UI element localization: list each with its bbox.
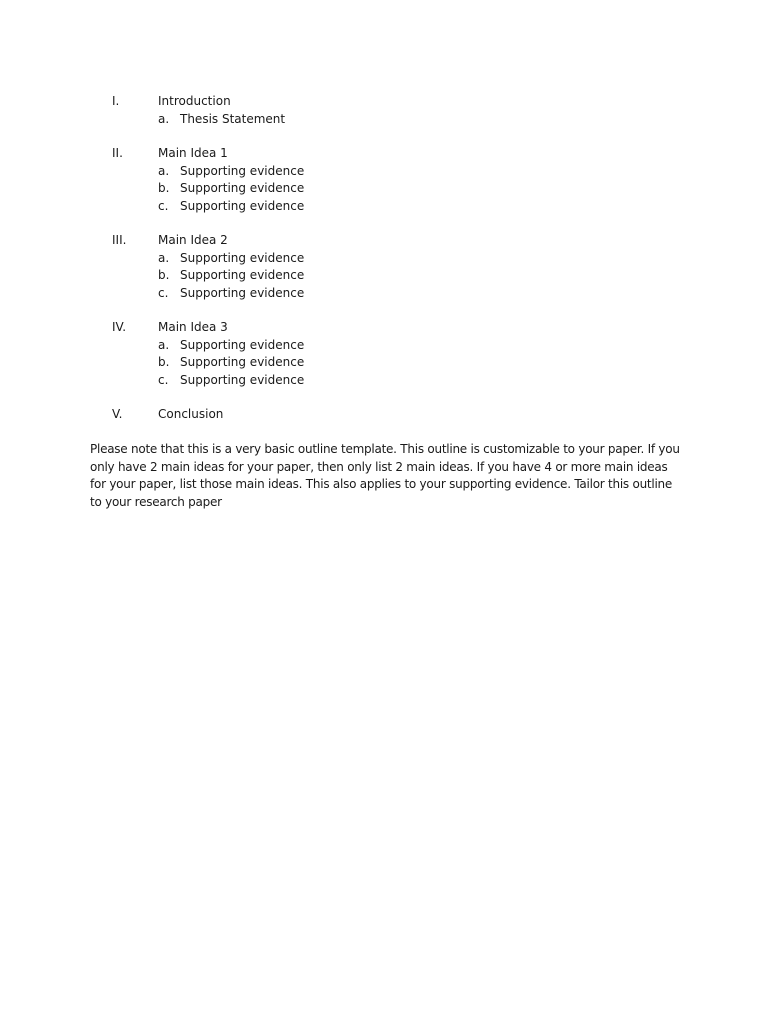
main-item-title: Conclusion (158, 407, 224, 421)
roman-numeral: III. (112, 233, 127, 247)
sub-item-text: Supporting evidence (180, 337, 305, 352)
sub-item-letter: a. (158, 111, 170, 126)
sub-item-letter: a. (158, 163, 170, 178)
roman-numeral: II. (112, 146, 123, 160)
outline-sub-item (112, 250, 672, 268)
outline-section-conclusion (112, 406, 672, 424)
outline-section-introduction (112, 93, 672, 128)
sub-item-text: Supporting evidence (180, 198, 305, 213)
sub-item-letter: c. (158, 285, 169, 300)
outline-sub-item (112, 180, 672, 198)
outline-sub-item (112, 285, 672, 303)
roman-numeral: IV. (112, 320, 127, 334)
outline-main-item (112, 319, 672, 337)
sub-item-letter: c. (158, 198, 169, 213)
template-note-paragraph: Please note that this is a very basic outline template. This outline is customizable to your paper. If you only have 2 main ideas for your paper, then only list 2 main ideas. If you have 4 or more main ideas for your paper, list those main ideas. This also applies to your supporting evidence. Tailor this outline to your research paper (90, 442, 680, 509)
main-item-title: Main Idea 1 (158, 146, 228, 160)
main-item-title: Main Idea 3 (158, 320, 228, 334)
main-item-title: Introduction (158, 94, 231, 108)
sub-item-letter: b. (158, 268, 170, 282)
outline-sub-item (112, 163, 672, 181)
outline-main-item (112, 232, 672, 250)
outline-sub-item (112, 354, 672, 372)
outline-section-main-idea-3 (112, 319, 672, 389)
roman-numeral: V. (112, 407, 123, 421)
sub-item-letter: a. (158, 337, 170, 352)
sub-item-letter: b. (158, 355, 170, 369)
sub-item-text: Supporting evidence (180, 250, 305, 265)
outline-list (112, 93, 672, 441)
roman-numeral: I. (112, 94, 120, 108)
sub-item-text: Thesis Statement (180, 111, 286, 126)
sub-item-text: Supporting evidence (180, 163, 305, 178)
sub-item-letter: a. (158, 250, 170, 265)
outline-sub-item (112, 111, 672, 129)
outline-main-item (112, 145, 672, 163)
outline-sub-item (112, 198, 672, 216)
sub-item-text: Supporting evidence (180, 181, 305, 195)
sub-item-text: Supporting evidence (180, 372, 305, 387)
sub-item-letter: c. (158, 372, 169, 387)
outline-main-item (112, 406, 672, 424)
sub-item-text: Supporting evidence (180, 355, 305, 369)
sub-item-text: Supporting evidence (180, 285, 305, 300)
sub-item-text: Supporting evidence (180, 268, 305, 282)
outline-section-main-idea-1 (112, 145, 672, 215)
outline-sub-item (112, 267, 672, 285)
outline-sub-item (112, 372, 672, 390)
outline-sub-item (112, 337, 672, 355)
outline-main-item (112, 93, 672, 111)
main-item-title: Main Idea 2 (158, 233, 228, 247)
outline-section-main-idea-2 (112, 232, 672, 302)
sub-item-letter: b. (158, 181, 170, 195)
